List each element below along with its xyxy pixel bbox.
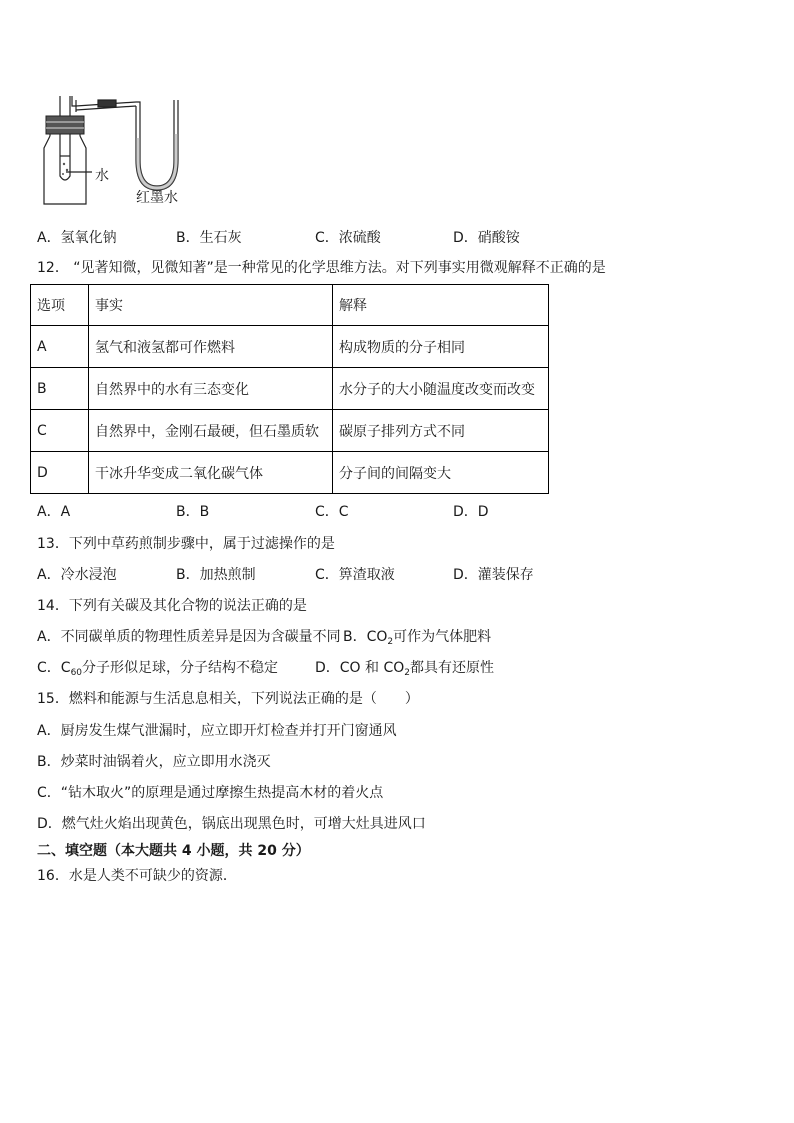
q13-option-d[interactable]: D．灌装保存: [453, 567, 534, 583]
q12-table: [30, 284, 549, 494]
table-header-row: [31, 285, 549, 326]
table-cell-option: D: [31, 452, 89, 494]
table-cell-explanation: 构成物质的分子相同: [333, 326, 549, 368]
q14-stem: 14．下列有关碳及其化合物的说法正确的是: [37, 598, 307, 614]
table-cell-fact: 自然界中的水有三态变化: [89, 368, 333, 410]
q13-option-b[interactable]: B．加热煎制: [176, 567, 256, 583]
q14-option-b-prefix: B．CO: [343, 629, 388, 645]
table-cell-fact: 自然界中，金刚石最硬，但石墨质软: [89, 410, 333, 452]
q13-option-a[interactable]: A．冷水浸泡: [37, 567, 117, 583]
q15-option-b[interactable]: B．炒菜时油锅着火，应立即用水浇灭: [37, 754, 271, 770]
table-cell-option: A: [31, 326, 89, 368]
table-cell-option: C: [31, 410, 89, 452]
table-row: [31, 368, 549, 410]
q13-stem: 13．下列中草药煎制步骤中，属于过滤操作的是: [37, 536, 335, 552]
q11-option-b[interactable]: B．生石灰: [176, 230, 242, 246]
table-header-explanation: 解释: [333, 285, 549, 326]
q12-option-b[interactable]: B．B: [176, 504, 210, 520]
table-cell-fact: 氢气和液氢都可作燃料: [89, 326, 333, 368]
q11-option-d[interactable]: D．硝酸铵: [453, 230, 520, 246]
q14-option-d[interactable]: [315, 659, 494, 677]
q14-option-d-prefix: D．CO 和 CO: [315, 660, 405, 676]
table-cell-fact: 干冰升华变成二氧化碳气体: [89, 452, 333, 494]
q14-option-b-subscript: 2: [387, 637, 394, 647]
table-cell-option: B: [31, 368, 89, 410]
ink-label: 红墨水: [136, 190, 178, 206]
water-label: 水: [95, 168, 109, 184]
q14-option-c-subscript: 60: [70, 668, 83, 678]
table-cell-explanation: 分子间的间隔变大: [333, 452, 549, 494]
section-heading: 二、填空题（本大题共 4 小题，共 20 分）: [37, 843, 310, 859]
q16-stem: 16．水是人类不可缺少的资源．: [37, 868, 237, 884]
q14-option-a-text: A．不同碳单质的物理性质差异是因为含碳量不同: [37, 629, 341, 645]
table-header-option: 选项: [31, 285, 89, 326]
q14-option-d-subscript: 2: [404, 668, 411, 678]
table-row: [31, 410, 549, 452]
q12-option-d[interactable]: D．D: [453, 504, 489, 520]
table-cell-explanation: 水分子的大小随温度改变而改变: [333, 368, 549, 410]
q15-stem: 15．燃料和能源与生活息息相关，下列说法正确的是（ ）: [37, 691, 419, 707]
q14-option-b-suffix: 可作为气体肥料: [393, 629, 492, 645]
q12-option-a[interactable]: A．A: [37, 504, 71, 520]
table-row: [31, 326, 549, 368]
table-cell-explanation: 碳原子排列方式不同: [333, 410, 549, 452]
q14-option-b[interactable]: [343, 628, 491, 646]
q12-option-c[interactable]: C．C: [315, 504, 349, 520]
q15-option-d[interactable]: D．燃气灶火焰出现黄色，锅底出现黑色时，可增大灶具进风口: [37, 816, 426, 832]
table-header-fact: 事实: [89, 285, 333, 326]
q15-option-c[interactable]: C．“钻木取火”的原理是通过摩擦生热提高木材的着火点: [37, 785, 384, 801]
q11-option-c[interactable]: C．浓硫酸: [315, 230, 381, 246]
q15-option-a[interactable]: A．厨房发生煤气泄漏时，应立即开灯检查并打开门窗通风: [37, 723, 397, 739]
q13-option-c[interactable]: C．箅渣取液: [315, 567, 395, 583]
q14-option-c-prefix: C．C: [37, 660, 71, 676]
q14-option-a[interactable]: [37, 628, 341, 646]
q11-option-a[interactable]: A．氢氧化钠: [37, 230, 117, 246]
q14-option-d-suffix: 都具有还原性: [410, 660, 495, 676]
q14-option-c[interactable]: [37, 659, 278, 677]
q12-stem: 12． “见著知微，见微知著”是一种常见的化学思维方法。对下列事实用微观解释不正确的是: [37, 260, 606, 276]
q14-option-c-suffix: 分子形似足球，分子结构不稳定: [82, 660, 279, 676]
table-row: [31, 452, 549, 494]
